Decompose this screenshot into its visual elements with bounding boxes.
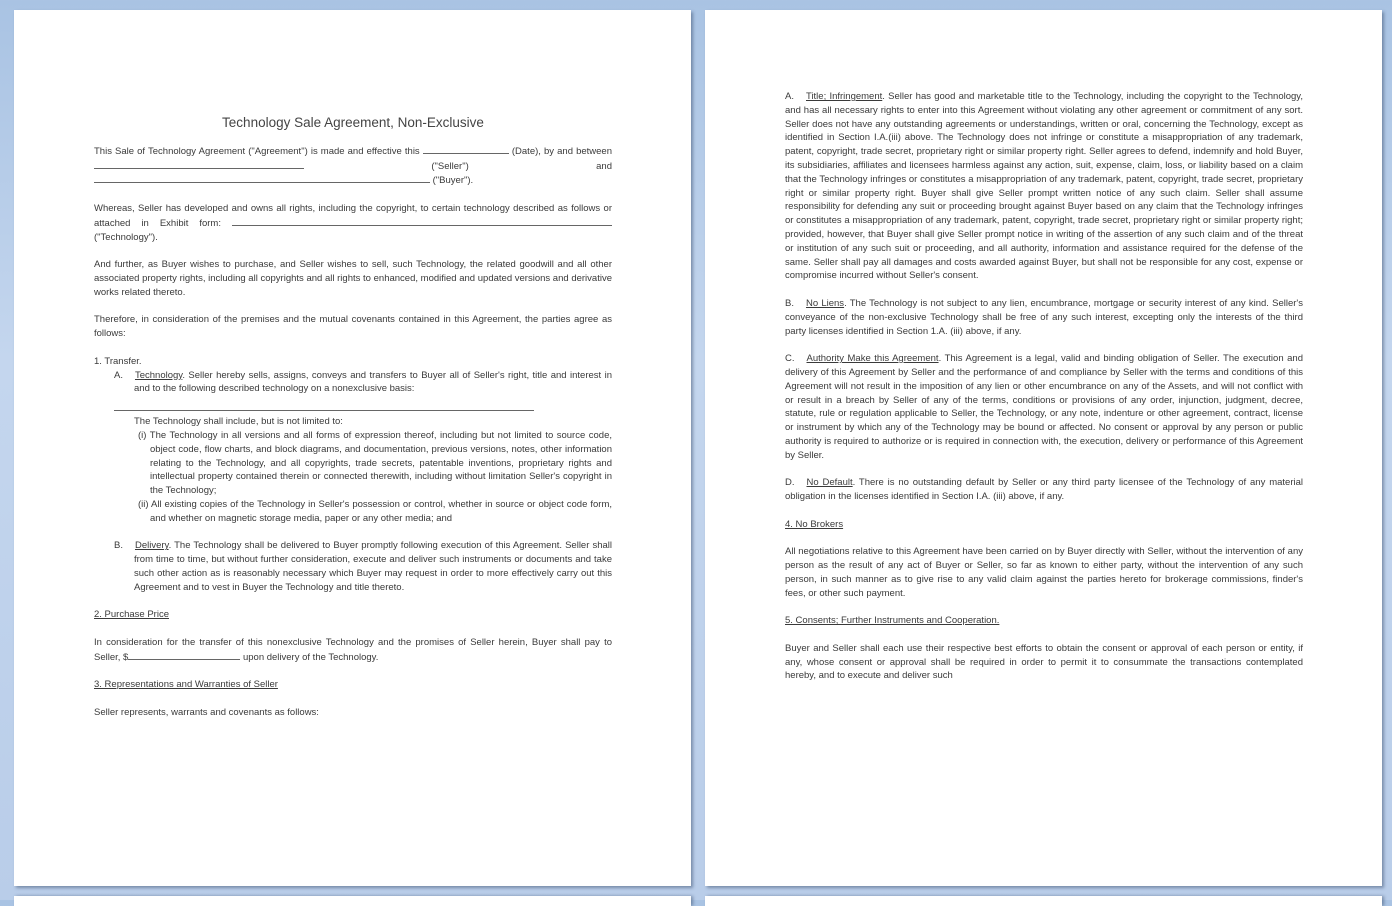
- date-blank[interactable]: [423, 144, 509, 154]
- section-1-heading: 1. Transfer.: [94, 355, 142, 367]
- section-1a-i: (i) The Technology in all versions and all forms of expression thereof, including but not limited to source code, object code, flow charts, and block diagrams, and documentation, previous versions, notes, other information relating to the Technology, and all copyrights, trade secrets, patentable inventions, proprietary rights and intellectual property contained therein or connected therewith, including without limitation Seller's copyright in the Technology;: [138, 429, 612, 497]
- whereas-text-a: Whereas, Seller has developed and owns all rights, including the copyright, to certain technology described as follows or attached in Exhibit form:: [94, 202, 612, 229]
- section-3-heading: 3. Representations and Warranties of Seller: [94, 679, 278, 691]
- price-blank[interactable]: [128, 650, 240, 660]
- section-3a-text: . Seller has good and marketable title to the Technology, including the copyright to the Technology, and has all necessary rights to enter into this Agreement without violating any other agreement or commitment of any sort. Seller does not have any outstanding agreements or understandings, written or oral, concerning the Technology, except as identified in Section I.A.(iii) above. The Technology does not infringe or constitute a misappropriation of any trademark, patent, copyright, trade secret, proprietary right or similar property right. Seller agrees to defend, indemnify and hold Buyer, its subsidiaries, affiliates and licensees harmless against any action, suit, expense, claim, loss, or liability based on a claim that the Technology infringes or constitutes a misappropriation of any trademark, patent, copyright, trade secret, proprietary right or similar property right. Buyer shall give Seller prompt written notice of any such claim. Seller shall assume responsibility for defending any suit or proceeding brought against Buyer based on any claim that the Technology infringes or constitutes a misappropriation of any trademark, patent, copyright, trade secret, proprietary right or similar property right; provided, however, that Buyer shall give Seller prompt notice in writing of the assertion of any such claim and of the threat or institution of any such suit or proceeding, and all authority, information and assistance required for the defense of the same. Seller shall pay all damages and costs awarded against Buyer, but shall not be responsible for any cost, expense or compromise incurred without Seller's consent.: [785, 91, 1303, 282]
- page-2-content: [785, 90, 1303, 697]
- section-3b-label: No Liens: [805, 297, 845, 309]
- intro-text-d: ("Buyer").: [430, 175, 474, 187]
- section-3a: [785, 90, 1303, 283]
- section-1b-letter: B.: [114, 540, 123, 552]
- section-5-heading: 5. Consents; Further Instruments and Cooperation.: [785, 615, 1000, 627]
- therefore-paragraph: Therefore, in consideration of the premises and the mutual covenants contained in this Agreement, the parties agree as follows:: [94, 314, 612, 340]
- section-3d-letter: D.: [785, 477, 795, 489]
- intro-text-a: This Sale of Technology Agreement ("Agreement") is made and effective this: [94, 145, 423, 157]
- document-page-4-top: [705, 896, 1382, 906]
- section-4-paragraph: All negotiations relative to this Agreement have been carried on by Buyer directly with Seller, without the intervention of any person as the result of any act of Buyer or Seller, so far as known to either party, without the intervention of any such person, in such manner as to give rise to any valid claim against the parties hereto for brokerage commissions, finder's fees, or other such payment.: [785, 546, 1303, 599]
- section-3d: [785, 476, 1303, 504]
- section-1a-text: . Seller hereby sells, assigns, conveys and transfers to Buyer all of Seller's right, title and interest in and to the following described technology on a nonexclusive basis:: [134, 369, 612, 395]
- section-3c-text: . This Agreement is a legal, valid and binding obligation of Seller. The execution and delivery of this Agreement by Seller and the performance of and compliance by Seller with the terms and conditions of this Agreement will not result in the imposition of any lien or other encumbrance on any of the Assets, and will not conflict with or result in a breach by Seller of any of the terms, conditions or provisions of any order, injunction, judgment, decree, statute, rule or regulation applicable to Seller, the Technology, or any note, indenture or other agreement, contract, license or instrument by which any of the Technology may be bound or affected. No consent or approval by any person or public authority is required to authorize or is required in connection with, the execution, delivery or performance of this Agreement by Seller.: [785, 353, 1303, 461]
- document-page-3-top: [14, 896, 691, 906]
- section-3a-letter: A.: [785, 91, 794, 102]
- intro-text-b: (Date), by and between: [508, 145, 612, 157]
- buyer-blank[interactable]: [94, 173, 430, 183]
- section-2-text-b: upon delivery of the Technology.: [240, 651, 379, 663]
- section-1a-include: The Technology shall include, but is not limited to:: [134, 416, 343, 428]
- section-3c: [785, 352, 1303, 462]
- section-3b-letter: B.: [785, 297, 794, 309]
- document-title: Technology Sale Agreement, Non-Exclusive: [222, 115, 484, 130]
- section-5-paragraph: Buyer and Seller shall each use their respective best efforts to obtain the consent or approval of each person or entity, if any, whose consent or approval shall be required in order to permit it to consummate the transactions contemplated hereby, and to execute and deliver such: [785, 642, 1303, 682]
- intro-paragraph: [94, 144, 612, 188]
- section-3b: [785, 297, 1303, 338]
- page-1-content: [94, 116, 612, 733]
- document-page-2: [705, 10, 1382, 886]
- section-2-heading: 2. Purchase Price: [94, 609, 169, 621]
- seller-blank[interactable]: [94, 159, 304, 169]
- section-1b: [114, 539, 612, 594]
- section-1a-label: Technology: [134, 369, 183, 381]
- section-4-heading: 4. No Brokers: [785, 518, 844, 530]
- section-1a-ii: (ii) All existing copies of the Technology in Seller's possession or control, whether in source or object code form, and whether on magnetic storage media, paper or any other media; and: [138, 498, 612, 524]
- section-3a-label: Title; Infringement: [805, 91, 883, 102]
- section-3d-text: . There is no outstanding default by Seller or any third party licensee of the Technology of any material obligation in the licenses identified in Section I.A. (iii) above, if any.: [785, 477, 1303, 503]
- section-2-text-a: In consideration for the transfer of this nonexclusive Technology and the promises of Seller herein, Buyer shall pay to Seller, $: [94, 636, 612, 663]
- section-1b-text: . The Technology shall be delivered to Buyer promptly following execution of this Agreement. Seller shall from time to time, but without further consideration, execute and deliver such instruments or documents and take such other action as is reasonably necessary which Buyer may request in order to more effectively carry out this Agreement and to vest in Buyer the Technology and title thereto.: [134, 540, 612, 593]
- section-3d-label: No Default: [806, 477, 853, 489]
- whereas-text-b: ("Technology").: [94, 231, 158, 243]
- section-3c-label: Authority Make this Agreement: [806, 353, 939, 365]
- section-2-paragraph: [94, 636, 612, 665]
- further-paragraph: And further, as Buyer wishes to purchase, and Seller wishes to sell, such Technology, the related goodwill and all other associated property rights, including all copyrights and all rights to enhanced, modified and updated versions and derivative works related thereto.: [94, 259, 612, 298]
- section-1a: [114, 369, 612, 595]
- technology-description-line[interactable]: [114, 400, 534, 411]
- section-3b-text: . The Technology is not subject to any lien, encumbrance, mortgage or security interest of any kind. Seller's conveyance of the non-exclusive Technology shall be free of any such interest, excepting only the interests of the third party licenses identified in Section 1.A. (iii) above, if any.: [785, 297, 1303, 337]
- section-3c-letter: C.: [785, 353, 795, 365]
- section-1b-label: Delivery: [134, 540, 169, 552]
- section-1a-letter: A.: [114, 369, 123, 381]
- section-3-paragraph: Seller represents, warrants and covenants as follows:: [94, 706, 319, 718]
- whereas-paragraph: [94, 202, 612, 244]
- technology-blank[interactable]: [232, 216, 612, 226]
- document-page-1: [14, 10, 691, 886]
- intro-text-c: ("Seller") and: [304, 160, 612, 172]
